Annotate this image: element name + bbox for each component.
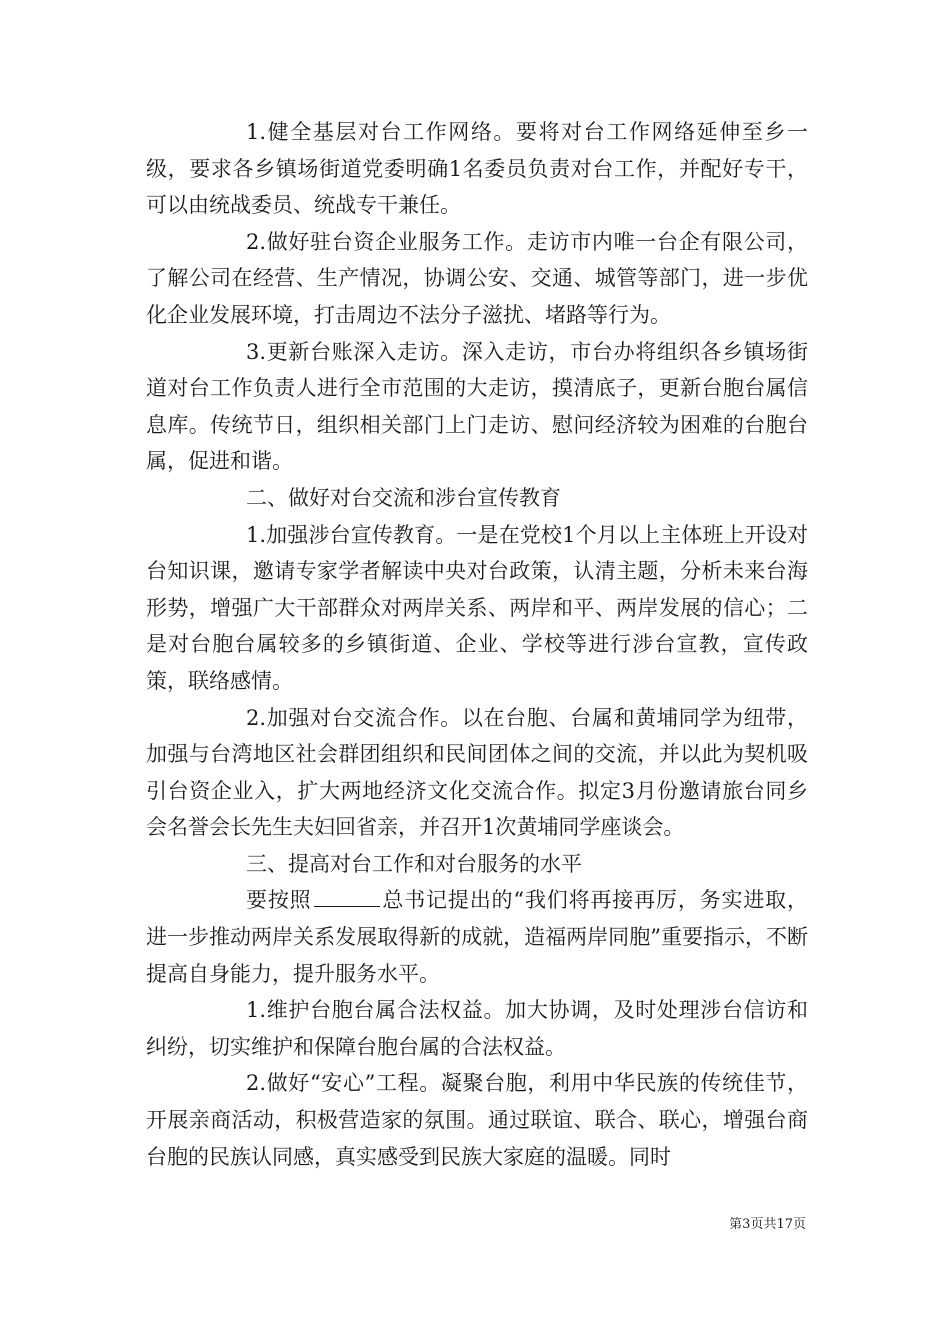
paragraph-instructions [146, 882, 808, 992]
paragraph-peace-of-mind-project: 2.做好“安心”工程。凝聚台胞，利用中华民族的传统佳节，开展亲商活动，积极营造家的氛围。通过联谊、联合、联心，增强台商台胞的民族认同感，真实感受到民族大家庭的温暖。同时 [146, 1071, 808, 1169]
paragraph-exchange-cooperation: 2.加强对台交流合作。以在台胞、台属和黄埔同学为纽带，加强与台湾地区社会群团组织和民间团体之间的交流，并以此为契机吸引台资企业入，扩大两地经济文化交流合作。拟定3月份邀请旅台同乡会名誉会长先生夫妇回省亲，并召开1次黄埔同学座谈会。 [146, 705, 808, 840]
paragraph-instructions-after: 总书记提出的“我们将再接再厉，务实进取，进一步推动两岸关系发展取得新的成就，造福两岸同胞”重要指示，不断提高自身能力，提升服务水平。 [146, 888, 809, 986]
paragraph-legal-rights: 1.维护台胞台属合法权益。加大协调，及时处理涉台信访和纠纷，切实维护和保障台胞台属的合法权益。 [146, 998, 808, 1059]
fill-in-blank [314, 888, 380, 908]
paragraph-publicity-education: 1.加强涉台宣传教育。一是在党校1个月以上主体班上开设对台知识课，邀请专家学者解读中央对台政策，认清主题，分析未来台海形势，增强广大干部群众对两岸关系、两岸和平、两岸发展的信心；二是对台胞台属较多的乡镇街道、企业、学校等进行涉台宣教，宣传政策，联络感情。 [146, 522, 808, 693]
paragraph-update-records: 3.更新台账深入走访。深入走访，市台办将组织各乡镇场街道对台工作负责人进行全市范围的大走访，摸清底子，更新台胞台属信息库。传统节日，组织相关部门上门走访、慰问经济较为困难的台胞台属，促进和谐。 [146, 339, 808, 474]
paragraph-instructions-before: 要按照 [246, 888, 312, 913]
paragraph-taiwan-enterprise-service: 2.做好驻台资企业服务工作。走访市内唯一台企有限公司，了解公司在经营、生产情况，协调公安、交通、城管等部门，进一步优化企业发展环境，打击周边不法分子滋扰、堵路等行为。 [146, 229, 808, 327]
section-heading-exchange-education: 二、做好对台交流和涉台宣传教育 [246, 485, 561, 510]
document-body [146, 114, 808, 1175]
section-heading-service-level: 三、提高对台工作和对台服务的水平 [246, 851, 582, 876]
paragraph-grassroots-network: 1.健全基层对台工作网络。要将对台工作网络延伸至乡一级，要求各乡镇场街道党委明确1名委员负责对台工作，并配好专干，可以由统战委员、统战专干兼任。 [146, 120, 808, 218]
page-number: 第3页共17页 [729, 1217, 806, 1232]
